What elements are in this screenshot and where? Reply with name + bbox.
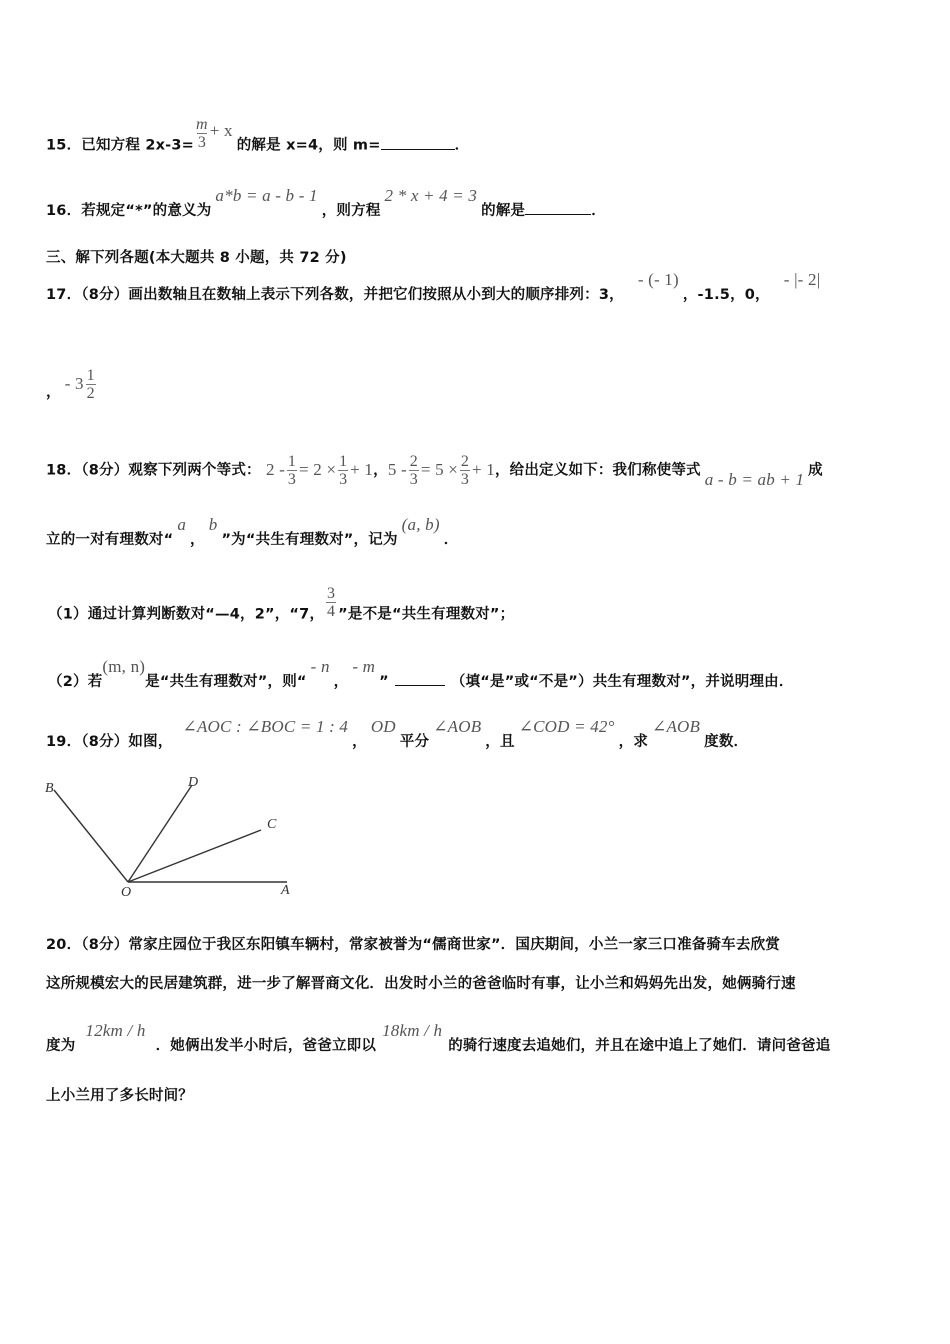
question-18-line-2 [46,515,459,549]
period: ． [454,137,470,154]
q19-text: 平分 [399,734,430,750]
q18-text: 18．（8分）观察下列两个等式： [46,462,261,479]
math: 2 - [265,459,285,479]
comma: ， [352,734,367,750]
label-b: B [45,781,54,796]
q19-text: ，求 [618,734,649,750]
math-b: b [208,515,218,534]
q18-definition-text: ，给出定义如下：我们称使等式 [494,462,701,479]
q18-text: 立的一对有理数对“ [46,532,174,548]
q20-text: ．她俩出发半小时后，爸爸立即以 [155,1038,377,1054]
q15-text: 15．已知方程 2x-3= [46,137,195,154]
quote: ” [379,674,389,690]
q20-text: 度为 [46,1038,76,1054]
label-o: O [121,885,132,900]
question-20-line-2: 这所规模宏大的民居建筑群，进一步了解晋商文化．出发时小兰的爸爸临时有事，让小兰和妈妈先出发，她俩骑行速 [46,976,796,992]
q19-text: 度数． [704,734,749,750]
q20-text: 的骑行速度去追她们，并且在途中追上了她们．请问爸爸追 [448,1038,831,1054]
math: + 1 [350,459,374,479]
math: = 2 × [298,459,337,479]
label-c: C [267,817,277,832]
q15-text-2: 的解是 x=4，则 m= [236,137,381,154]
q17-text: 17．（8分）画出数轴且在数轴上表示下列各数，并把它们按照从小到大的顺序排列：3， [46,287,624,303]
question-20-line-3 [46,1021,831,1055]
answer-blank[interactable] [381,148,455,150]
math-angle-aob: ∠AOB [652,717,701,736]
math-neg-n: - n [310,657,330,676]
math-neg-3: - 3 [64,373,84,393]
q19-text: ，且 [485,734,515,750]
fraction: $\frac{2}{3}$ [460,453,470,488]
section-heading: 三、解下列各题(本大题共 8 小题，共 72 分) [46,250,347,266]
math-equation: 2 * x + 4 = 3 [384,186,478,205]
math-angle-aob: ∠AOB [433,717,482,736]
ray-ob [54,790,128,882]
math-od: OD [370,717,396,736]
part-1-text: （1）通过计算判断数对“—4，2”，“7， [48,606,325,623]
part-1-text-2: ”是不是“共生有理数对”； [338,606,515,623]
q19-text: 19．（8分）如图， [46,734,173,750]
comma: ， [333,674,349,690]
fraction: $\frac{1}{3}$ [339,453,348,488]
question-18-part-1 [48,585,515,632]
ray-oc [128,830,261,882]
fraction: $\frac{1}{3}$ [287,453,297,488]
question-18 [46,453,823,488]
fraction-3-4: $\frac{3}{4}$ [327,585,336,620]
math-angle-cod: ∠COD = 42° [518,717,615,736]
question-15 [46,116,470,163]
fraction: $\frac{2}{3}$ [409,453,418,488]
question-19 [46,717,749,751]
math-speed-12: 12km / h [85,1021,146,1040]
label-a: A [281,883,290,898]
comma: ， [190,532,205,548]
part-2-text-2: （填“是”或“不是”）共生有理数对”，并说明理由． [450,674,794,690]
math-plus-x: + x [209,120,233,140]
question-20-line-4: 上小兰用了多长时间？ [46,1088,193,1104]
question-17 [46,270,824,304]
math-neg-abs-neg-2: - |- 2| [783,270,821,289]
comma: ， [373,462,388,479]
math: = 5 × [420,459,459,479]
q18-text-end: 成 [808,462,823,479]
math-pair-ab: (a, b) [401,515,440,534]
question-16 [46,186,606,220]
math: + 1 [472,459,495,479]
label-d: D [188,775,199,790]
question-18-part-2 [48,657,794,691]
ray-od [128,785,192,882]
q16-text-3: 的解是 [481,203,526,219]
math-definition: a*b = a - b - 1 [215,186,318,205]
comma: ， [46,384,61,401]
period: ． [443,532,459,548]
math: 5 - [387,459,407,479]
q16-text: 16．若规定“*”的意义为 [46,203,212,219]
q17-text-2: ，-1.5，0， [682,287,770,303]
math-angle-ratio: ∠AOC : ∠BOC = 1 : 4 [182,717,349,736]
math-a: a [177,515,187,534]
math-pair-mn: (m, n) [102,657,146,676]
fraction-m-over-3: $\frac{m}{3}$ [196,116,208,151]
math-ab-equation: a - b = ab + 1 [704,469,805,489]
q18-text: ”为“共生有理数对”，记为 [221,532,398,548]
answer-blank[interactable] [395,684,445,686]
q16-text-2: ，则方程 [321,203,381,219]
part-2-text: 是“共生有理数对”，则“ [145,674,307,690]
question-20-line-1: 20．（8分）常家庄园位于我区东阳镇车辆村，常家被誉为“儒商世家”．国庆期间，小兰一家三口准备骑车去欣赏 [46,937,780,953]
part-2-text: （2）若 [48,674,103,690]
fraction-1-2: $\frac{1}{2}$ [86,367,95,402]
question-17-line-2 [46,367,98,410]
math-neg-m: - m [352,657,376,676]
angle-figure [40,770,300,900]
math-neg-neg-1: - (- 1) [637,270,679,289]
math-speed-18: 18km / h [382,1021,443,1040]
period: ． [591,203,606,219]
answer-blank[interactable] [525,213,591,215]
